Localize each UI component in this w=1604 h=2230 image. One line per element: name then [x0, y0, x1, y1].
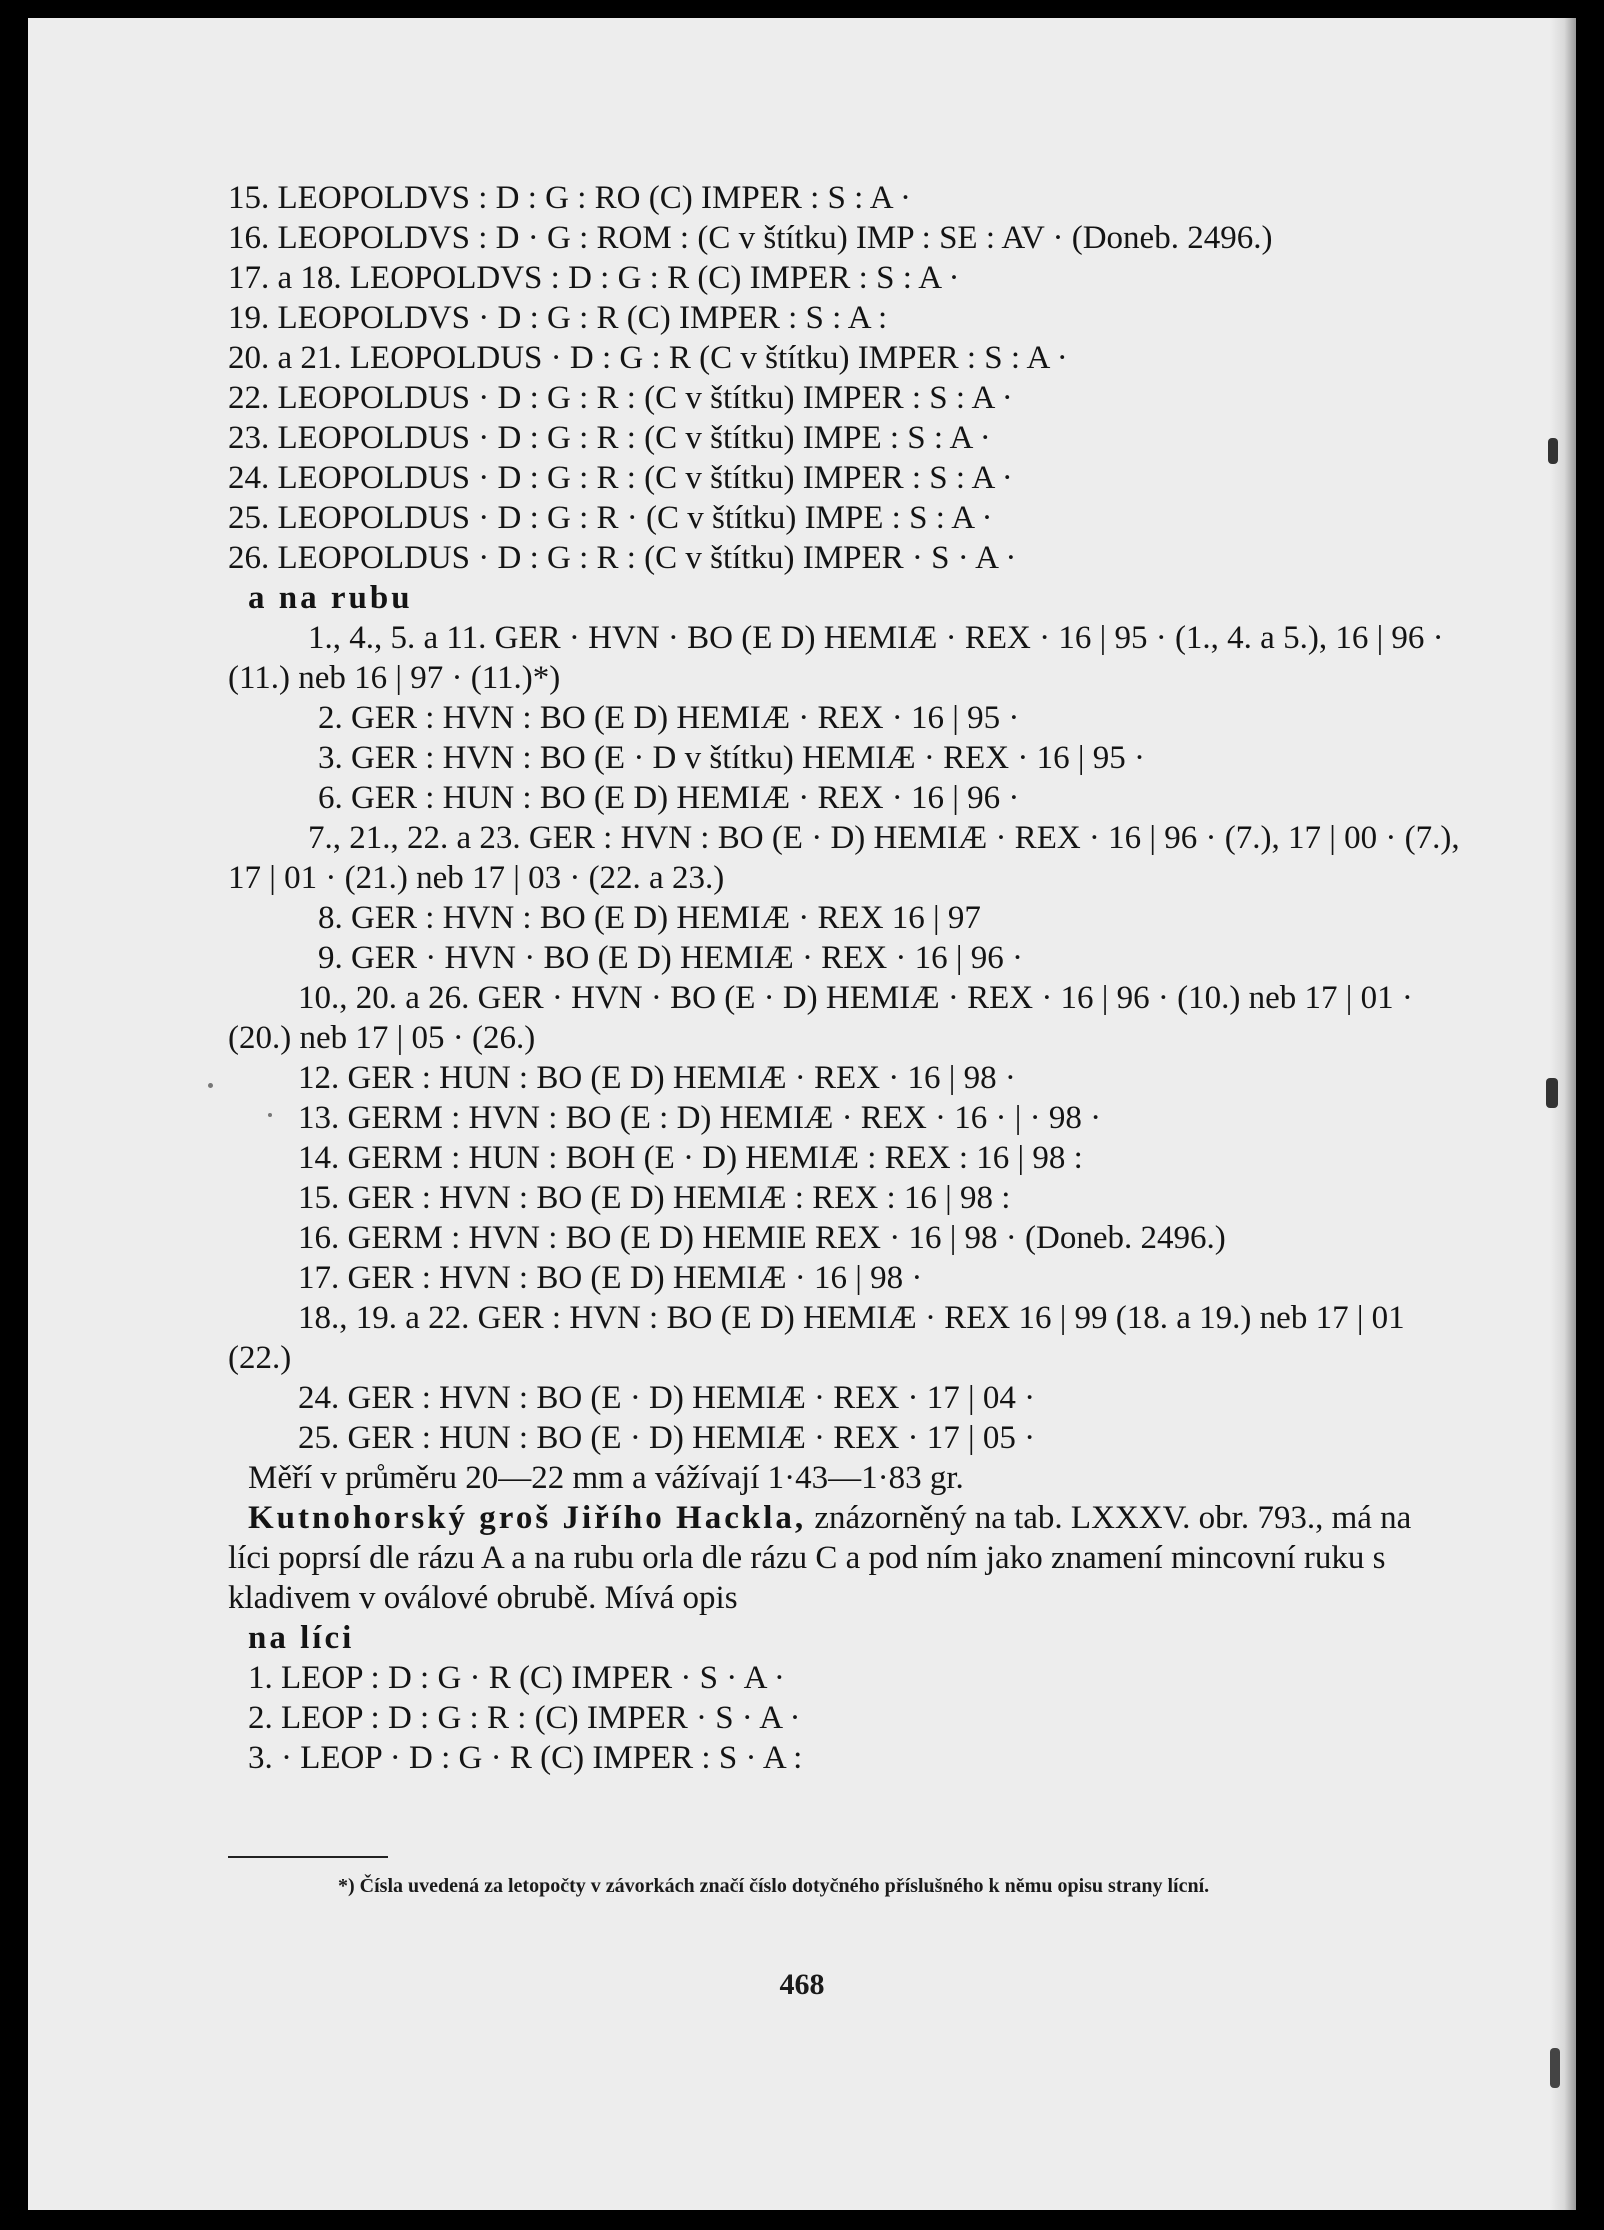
obverse-line: 20. a 21. LEOPOLDUS · D : G : R (C v štítku) IMPER : S : A · [228, 340, 1068, 376]
obverse-line: 22. LEOPOLDUS · D : G : R : (C v štítku) IMPER : S : A · [228, 380, 1013, 416]
obverse-legend: 3. · LEOP · D : G · R (C) IMPER : S · A : [248, 1740, 803, 1776]
paragraph-body: znázorněný na tab. LXXXV. obr. 793., má na líci poprsí dle rázu A a na rubu orla dle rázu C a pod ním jako znamení mincovní ruku s kladivem v oválové obrubě. Mívá opis [228, 1500, 1412, 1616]
obverse-line: 15. LEOPOLDVS : D : G : RO (C) IMPER : S : A · [228, 180, 911, 216]
reverse-line: 1., 4., 5. a 11. GER · HVN · BO (E D) HEMIÆ · REX · 16 | 95 · (1., 4. a 5.), 16 | 96 · (11.) neb 16 | 97 · (11.)*) [228, 620, 1444, 696]
obverse-line: 16. LEOPOLDVS : D · G : ROM : (C v štítku) IMP : SE : AV · (Doneb. 2496.) [228, 220, 1273, 256]
reverse-line: 18., 19. a 22. GER : HVN : BO (E D) HEMIÆ · REX 16 | 99 (18. a 19.) neb 17 | 01 (22.) [228, 1300, 1405, 1376]
reverse-line: 6. GER : HUN : BO (E D) HEMIÆ · REX · 16 | 96 · [318, 780, 1020, 816]
reverse-line: 2. GER : HVN : BO (E D) HEMIÆ · REX · 16 | 95 · [318, 700, 1020, 736]
obverse-legend: 1. LEOP : D : G · R (C) IMPER · S · A · [248, 1660, 785, 1696]
measurement-note: Měří v průměru 20—22 mm a vážívají 1·43—1·83 gr. [248, 1460, 964, 1496]
print-speck [1548, 438, 1558, 464]
reverse-line: 25. GER : HUN : BO (E · D) HEMIÆ · REX · 17 | 05 · [298, 1420, 1036, 1456]
obverse-legend: 2. LEOP : D : G : R : (C) IMPER · S · A · [248, 1700, 801, 1736]
reverse-line: 13. GERM : HVN : BO (E : D) HEMIÆ · REX · 16 · | · 98 · [298, 1100, 1102, 1136]
print-speck [1546, 1078, 1558, 1108]
footnote-rule [228, 1856, 388, 1858]
obverse-line: 23. LEOPOLDUS · D : G : R : (C v štítku) IMPE : S : A · [228, 420, 991, 456]
page-edge-shadow [1550, 18, 1576, 2210]
reverse-line: 12. GER : HUN : BO (E D) HEMIÆ · REX · 16 | 98 · [298, 1060, 1016, 1096]
footnote-text: *) Čísla uvedená za letopočty v závorkách značí číslo dotyčného příslušného k němu opisu strany lícní. [338, 1875, 1210, 1897]
main-text [228, 178, 1460, 1778]
footnote [228, 1870, 1460, 1903]
reverse-line: 10., 20. a 26. GER · HVN · BO (E · D) HEMIÆ · REX · 16 | 96 · (10.) neb 17 | 01 · (20.) neb 17 | 05 · (26.) [228, 980, 1413, 1056]
reverse-line: 3. GER : HVN : BO (E · D v štítku) HEMIÆ · REX · 16 | 95 · [318, 740, 1145, 776]
obverse-line: 17. a 18. LEOPOLDVS : D : G : R (C) IMPER : S : A · [228, 260, 960, 296]
section-heading-reverse: a na rubu [248, 580, 413, 616]
reverse-line: 24. GER : HVN : BO (E · D) HEMIÆ · REX · 17 | 04 · [298, 1380, 1036, 1416]
paragraph-lead: Kutnohorský groš Jiřího Hackla, [248, 1500, 807, 1536]
reverse-line: 9. GER · HVN · BO (E D) HEMIÆ · REX · 16 | 96 · [318, 940, 1024, 976]
reverse-line: 17. GER : HVN : BO (E D) HEMIÆ · 16 | 98 · [298, 1260, 923, 1296]
obverse-line: 26. LEOPOLDUS · D : G : R : (C v štítku) IMPER · S · A · [228, 540, 1017, 576]
print-speck [208, 1083, 213, 1088]
reverse-line: 7., 21., 22. a 23. GER : HVN : BO (E · D) HEMIÆ · REX · 16 | 96 · (7.), 17 | 00 · (7.), 17 | 01 · (21.) neb 17 | 03 · (22. a 23.) [228, 820, 1460, 896]
description-paragraph [228, 1498, 1460, 1618]
print-speck [268, 1113, 272, 1117]
print-speck [1550, 2048, 1560, 2088]
reverse-line: 14. GERM : HUN : BOH (E · D) HEMIÆ : REX : 16 | 98 : [298, 1140, 1083, 1176]
reverse-line: 15. GER : HVN : BO (E D) HEMIÆ : REX : 16 | 98 : [298, 1180, 1011, 1216]
obverse-line: 25. LEOPOLDUS · D : G : R · (C v štítku) IMPE : S : A · [228, 500, 993, 536]
obverse-line: 24. LEOPOLDUS · D : G : R : (C v štítku) IMPER : S : A · [228, 460, 1013, 496]
page-number: 468 [779, 1968, 825, 2001]
section-heading-obverse: na líci [248, 1620, 355, 1656]
document-page [28, 18, 1576, 2210]
reverse-line: 8. GER : HVN : BO (E D) HEMIÆ · REX 16 | 97 [318, 900, 981, 936]
reverse-line: 16. GERM : HVN : BO (E D) HEMIE REX · 16 | 98 · (Doneb. 2496.) [298, 1220, 1226, 1256]
obverse-line: 19. LEOPOLDVS · D : G : R (C) IMPER : S : A : [228, 300, 888, 336]
